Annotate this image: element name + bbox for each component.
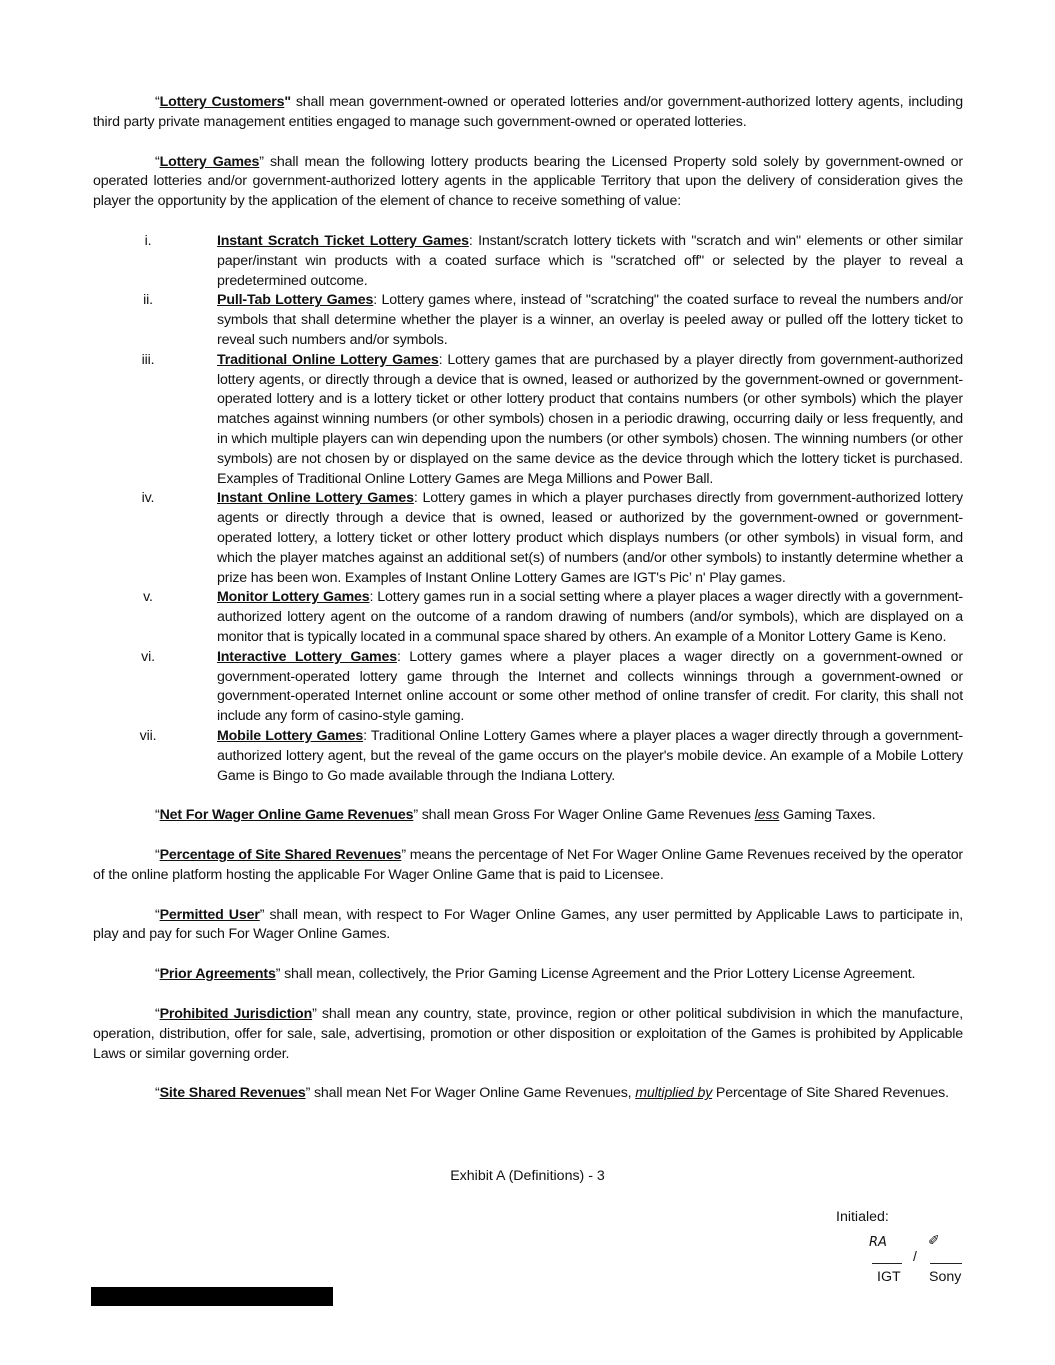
list-item: vi. Interactive Lottery Games: Lottery games where a player places a wager directly on a government-owned or government-operated lottery game through the Internet and collects winnings through a government-owned or government-operated Internet online account or some other method of online transfer of credit. For clarity, this shall not include any form of casino-style gaming. [141, 648, 963, 725]
list-item: ii. Pull-Tab Lottery Games: Lottery games where, instead of "scratching" the coated surface to reveal the numbers and/or symbols that shall determine whether the player is a winner, an overlay is peeled away or pulled off the lottery ticket to reveal such numbers and/or symbols. [143, 292, 963, 348]
defined-term: Lottery Games [159, 153, 260, 170]
defined-term: Percentage of Site Shared Revenues [159, 847, 402, 864]
definition-lottery-customers: “Lottery Customers" shall mean government-owned or operated lotteries and/or government-authorized lottery agents, including third party private management entities engaged to manage such government-owned or operated lotteries. [93, 94, 963, 130]
list-item: iv. Instant Online Lottery Games: Lottery games in which a player purchases directly from government-authorized lottery agents or directly through a device that is owned, leased or authorized by the government-owned or government-operated lottery, a lottery ticket or other lottery product which displays numbers (or other symbols) in visual form, and which the player matches against an additional set(s) of numbers (and/or other symbols) to instantly determine whether a prize has been won. Examples of Instant Online Lottery Games are IGT's Pic’ n' Play games. [141, 490, 963, 586]
initials-separator: / [913, 1248, 917, 1264]
list-item: i. Instant Scratch Ticket Lottery Games: Instant/scratch lottery tickets with "scratch and win" elements or other similar paper/instant win products with a coated surface which is "scratched off" or selected by the player to reveal a predetermined outcome. [144, 232, 963, 289]
defined-term: Prior Agreements [159, 966, 276, 983]
defined-term: Lottery Customers [159, 94, 285, 110]
lottery-games-list [93, 232, 963, 786]
definition-permitted-user: “Permitted User” shall mean, with respect to For Wager Online Games, any user permitted by Applicable Laws to participate in, play and pay for such For Wager Online Games. [93, 906, 964, 943]
defined-term: Permitted User [159, 906, 260, 923]
sony-label: Sony [929, 1269, 962, 1285]
igt-label: IGT [877, 1269, 901, 1285]
definition-lottery-games: “Lottery Games” shall mean the following lottery products bearing the Licensed Property sold solely by government-owned or operated lotteries and/or government-authorized lottery agents in the applicable Territory that upon the delivery of consideration gives the player the opportunity by the application of the element of chance to receive something of value: [93, 153, 963, 210]
definition-site-shared-revenues: “Site Shared Revenues” shall mean Net For Wager Online Game Revenues, multiplied by Percentage of Site Shared Revenues. [155, 1085, 949, 1102]
definition-net-for-wager: “Net For Wager Online Game Revenues” shall mean Gross For Wager Online Game Revenues less Gaming Taxes. [155, 807, 876, 824]
defined-term: Prohibited Jurisdiction [159, 1006, 313, 1023]
sony-initials-mark: ✐ [928, 1232, 940, 1248]
document-page [93, 93, 963, 1124]
definition-prior-agreements: “Prior Agreements” shall mean, collectively, the Prior Gaming License Agreement and the Prior Lottery License Agreement. [155, 966, 916, 983]
definition-percentage-site-shared: “Percentage of Site Shared Revenues” means the percentage of Net For Wager Online Game Revenues received by the operator of the online platform hosting the applicable For Wager Online Game that is paid to Licensee. [93, 847, 964, 883]
page-footer-label: Exhibit A (Definitions) - 3 [450, 1168, 605, 1184]
list-item: iii. Traditional Online Lottery Games: Lottery games that are purchased by a player directly from government-authorized lottery agents, or directly through a device that is owned, leased or authorized by the government-owned or government-operated lottery and is a lottery ticket or other lottery product that contains numbers (or other symbols) which the player matches against winning numbers (or other symbols) chosen in a periodic drawing, occurring daily or less frequently, and in which multiple players can win depending upon the numbers (or other symbols) chosen. The winning numbers (or other symbols) are not chosen by or displayed on the same device as the device through which the lottery ticket is purchased. Examples of Traditional Online Lottery Games are Mega Millions and Power Ball. [141, 351, 963, 487]
list-item: vii. Mobile Lottery Games: Traditional Online Lottery Games where a player places a wager directly through a government-authorized lottery agent, but the reveal of the game occurs on the player's mobile device. An example of a Mobile Lottery Game is Bingo to Go made available through the Indiana Lottery. [139, 727, 963, 784]
defined-term: Net For Wager Online Game Revenues [159, 807, 414, 824]
igt-signature-line [872, 1263, 902, 1264]
list-item: v. Monitor Lottery Games: Lottery games run in a social setting where a player places a wager directly with a government-authorized lottery agent on the outcome of a random drawing of numbers (and/or symbols), which are displayed on a monitor that is typically located in a communal space shared by others. An example of a Monitor Lottery Game is Keno. [143, 589, 963, 645]
redaction-bar [91, 1287, 333, 1306]
sony-signature-line [930, 1263, 962, 1264]
igt-initials-signature: RA [869, 1235, 887, 1250]
initialed-label: Initialed: [836, 1209, 889, 1225]
definition-prohibited-jurisdiction: “Prohibited Jurisdiction” shall mean any country, state, province, region or other political subdivision in which the manufacture, operation, distribution, offer for sale, sale, advertising, promotion or other disposition or exploitation of the Games is prohibited by Applicable Laws or similar governing order. [93, 1006, 963, 1062]
defined-term: Site Shared Revenues [159, 1085, 306, 1102]
